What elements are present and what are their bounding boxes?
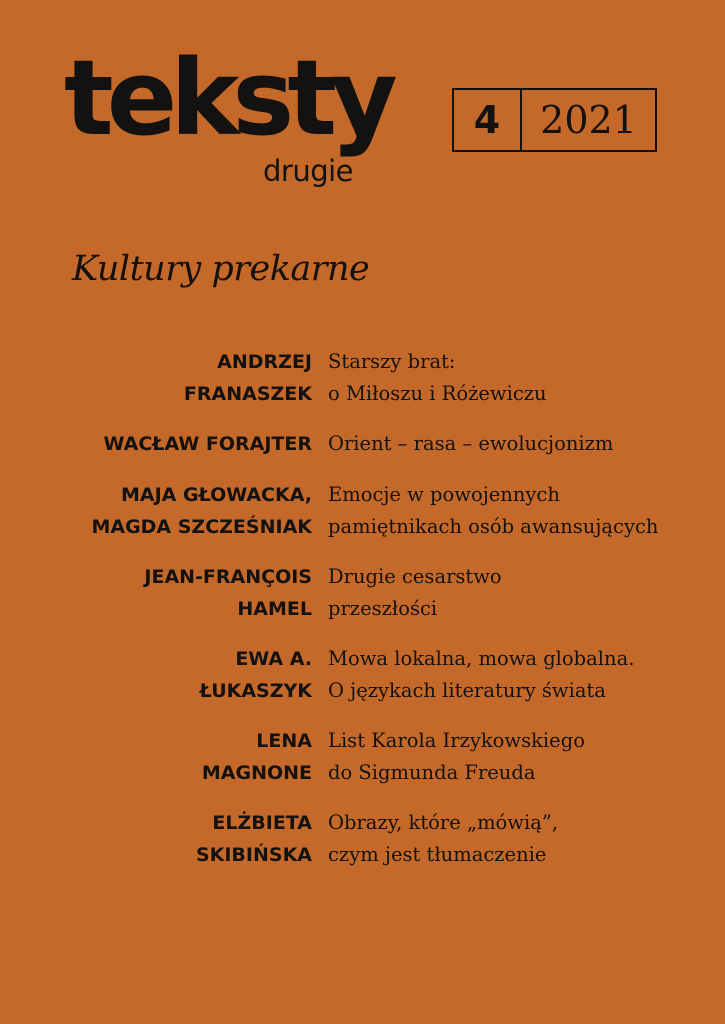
logo-sub-text: drugie [263, 154, 354, 188]
toc-author [0, 643, 312, 707]
toc-entry [0, 807, 725, 871]
author-line: JEAN-FRANÇOIS [144, 566, 312, 588]
author-line: ŁUKASZYK [199, 680, 312, 702]
toc-author [0, 346, 312, 410]
author-line: SKIBIŃSKA [195, 844, 312, 866]
toc-author [0, 807, 312, 871]
author-line: MAGDA SZCZEŚNIAK [91, 516, 312, 538]
title-line: czym jest tłumaczenie [328, 843, 547, 866]
author-line: HAMEL [237, 598, 312, 620]
title-line: przeszłości [328, 597, 438, 620]
toc-title [328, 428, 718, 460]
toc-title [328, 725, 718, 789]
author-line: ANDRZEJ [217, 351, 312, 373]
title-line: Obrazy, które „mówią”, [328, 811, 559, 834]
toc-title [328, 479, 718, 543]
title-line: Mowa lokalna, mowa globalna. [328, 647, 635, 670]
title-line: O językach literatury świata [328, 679, 606, 702]
title-line: pamiętnikach osób awansujących [328, 515, 659, 538]
author-line: MAGNONE [201, 762, 312, 784]
table-of-contents [0, 346, 725, 889]
author-line: MAJA GŁOWACKA, [120, 484, 312, 506]
toc-entry [0, 561, 725, 625]
toc-title [328, 561, 718, 625]
toc-author [0, 725, 312, 789]
author-line: ELŻBIETA [212, 812, 312, 834]
author-line: FRANASZEK [183, 383, 312, 405]
title-line: Orient – rasa – ewolucjonizm [328, 432, 614, 455]
toc-entry [0, 346, 725, 410]
author-line: WACŁAW FORAJTER [103, 433, 312, 455]
toc-title [328, 346, 718, 410]
toc-author [0, 428, 312, 460]
title-line: Starszy brat: [328, 350, 456, 373]
toc-entry [0, 643, 725, 707]
title-line: List Karola Irzykowskiego [328, 729, 585, 752]
title-line: Emocje w powojennych [328, 483, 560, 506]
toc-author [0, 479, 312, 543]
author-line: EWA A. [235, 648, 312, 670]
issue-year: 2021 [540, 98, 637, 142]
title-line: do Sigmunda Freuda [328, 761, 536, 784]
author-line: LENA [256, 730, 312, 752]
toc-title [328, 643, 718, 707]
toc-title [328, 807, 718, 871]
issue-number: 4 [454, 90, 522, 150]
issue-box [452, 88, 657, 152]
toc-author [0, 561, 312, 625]
issue-theme-title: Kultury prekarne [72, 249, 370, 289]
toc-entry [0, 428, 725, 460]
toc-entry [0, 479, 725, 543]
journal-logo [64, 38, 434, 198]
toc-entry [0, 725, 725, 789]
title-line: o Miłoszu i Różewiczu [328, 382, 547, 405]
logo-main-text: teksty [64, 37, 391, 159]
title-line: Drugie cesarstwo [328, 565, 502, 588]
